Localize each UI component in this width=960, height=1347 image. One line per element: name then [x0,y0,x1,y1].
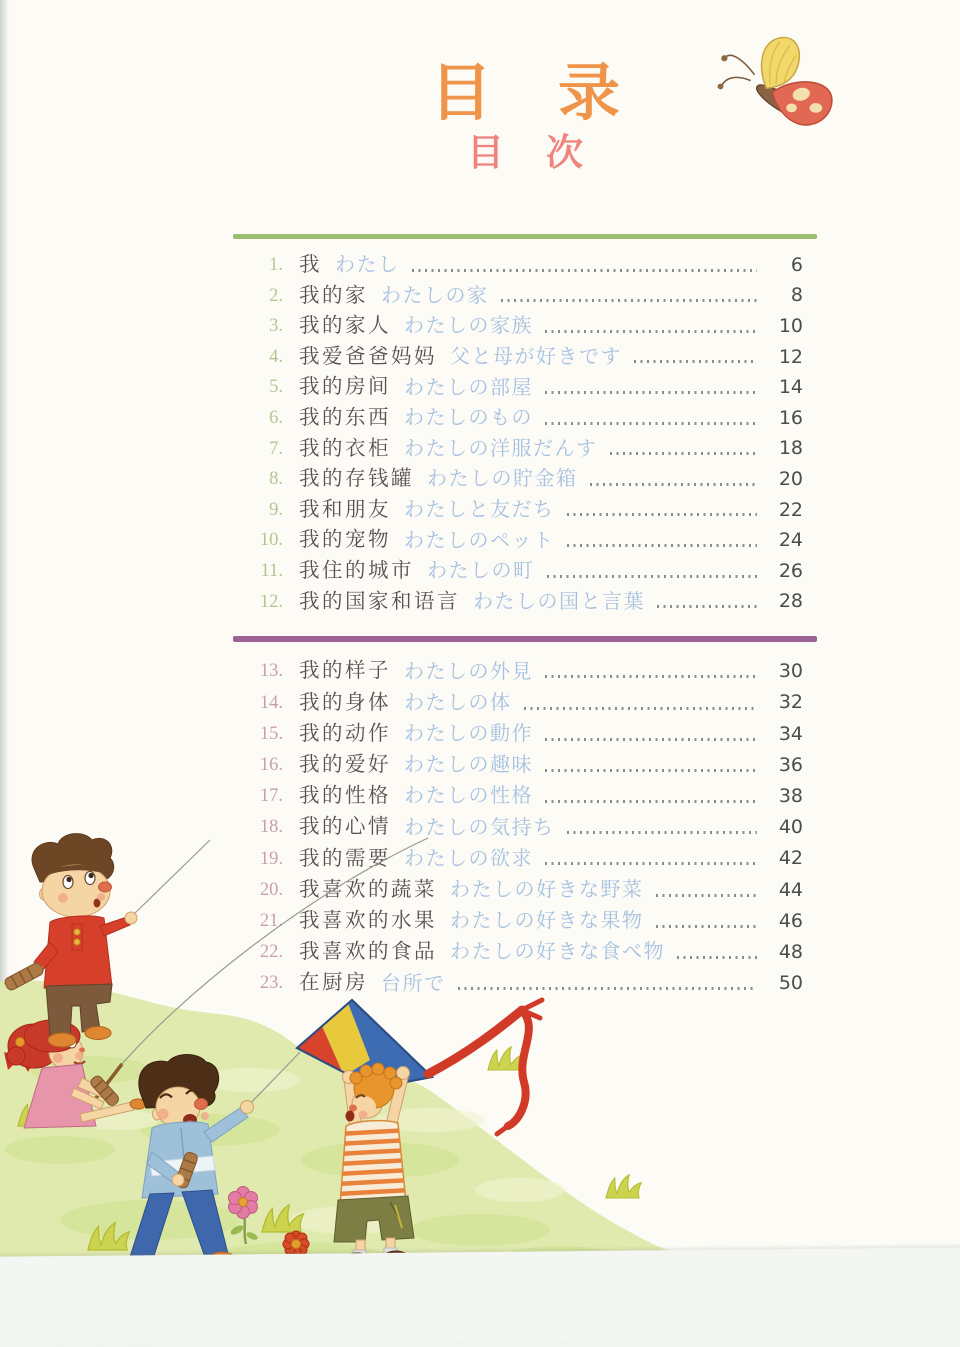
toc-item-title-chinese: 我的性格 [299,785,391,808]
section-rule-green [233,234,817,239]
toc-item-number: 4. [269,346,283,367]
page-subtitle-char: 次 [546,131,583,174]
toc-row [233,342,817,373]
toc-item-title-japanese: わたしの性格 [404,785,533,808]
toc-item-page-number: 16 [778,406,803,429]
dot-leader [545,800,757,803]
toc-row [233,525,817,556]
toc-item-title-chinese: 我喜欢的食品 [299,941,437,964]
toc-item-title-japanese: わたしの洋服だんす [404,437,598,460]
toc-item-page-number: 48 [778,940,803,963]
toc-item-title-japanese: わたし [335,254,400,277]
dot-leader [545,330,757,333]
toc-item-title-japanese: 父と母が好きです [450,346,622,369]
toc-item-title-japanese: 台所で [381,972,446,995]
toc-item-title-chinese: 我的国家和语言 [299,590,460,613]
toc-item-page-number: 20 [778,467,803,490]
toc-item-title-chinese: 我的身体 [299,691,391,714]
toc-item-page-number: 44 [778,878,803,901]
toc-item-title-japanese: わたしの貯金箱 [427,468,578,491]
toc-item-title-chinese: 我的东西 [299,407,391,430]
toc-item-title-chinese: 我的爱好 [299,754,391,777]
toc-row [233,587,817,618]
dot-leader [545,391,757,394]
toc-row [233,464,817,495]
toc-item-page-number: 26 [778,559,803,582]
dot-leader [657,605,757,608]
toc-row [233,372,817,403]
toc-item-page-number: 38 [778,784,803,807]
toc-row [233,495,817,526]
toc-row [233,750,817,781]
toc-item-page-number: 24 [778,529,803,552]
toc-item-title-chinese: 我住的城市 [299,559,414,582]
toc-item-page-number: 22 [778,498,803,521]
toc-item-title-chinese: 我的心情 [299,816,391,839]
toc-item-number: 5. [269,377,283,398]
toc-item-page-number: 8 [790,284,803,307]
dot-leader [545,769,757,772]
toc-item-number: 22. [259,942,283,963]
toc-item-number: 6. [269,408,283,429]
toc-item-number: 21. [259,910,283,931]
toc-item-number: 15. [259,723,283,744]
toc-item-number: 13. [259,661,283,682]
toc-item-number: 17. [259,786,283,807]
dot-leader [412,269,758,272]
toc-item-title-chinese: 我喜欢的水果 [299,909,437,932]
toc-item-page-number: 6 [790,253,803,276]
toc-item-number: 14. [259,692,283,713]
butterfly-icon [702,30,848,142]
toc-item-number: 9. [269,499,283,520]
toc-item-title-chinese: 我 [299,254,322,277]
toc-item-title-chinese: 我和朋友 [299,498,391,521]
dot-leader [590,483,758,486]
toc-item-page-number: 46 [778,909,803,932]
toc-item-title-chinese: 我的样子 [299,660,391,683]
toc-item-title-japanese: わたしの体 [404,691,512,714]
toc-item-page-number: 42 [778,847,803,870]
toc-item-page-number: 32 [778,691,803,714]
toc-item-title-japanese: わたしの町 [427,560,535,583]
toc-item-title-japanese: わたしの家族 [404,315,533,338]
toc-item-number: 20. [259,879,283,900]
dot-leader [545,422,757,425]
toc-row [233,687,817,718]
toc-item-title-japanese: わたしの気持ち [404,816,555,839]
toc-item-page-number: 10 [778,314,803,337]
toc-item-page-number: 30 [778,660,803,683]
toc-item-number: 18. [259,817,283,838]
toc-item-page-number: 28 [778,590,803,613]
toc-row [233,250,817,281]
page-title-char: 录 [558,56,621,129]
toc-item-title-japanese: わたしのペット [404,529,555,552]
dot-leader [634,360,757,363]
section-rule-purple [233,636,817,642]
dot-leader [610,452,758,455]
toc-item-page-number: 12 [778,345,803,368]
toc-item-title-chinese: 我的衣柜 [299,437,391,460]
toc-item-title-chinese: 在厨房 [299,972,368,995]
toc-item-number: 7. [269,438,283,459]
dot-leader [545,675,757,678]
toc-item-title-japanese: わたしと友だち [404,499,555,522]
toc-item-page-number: 18 [778,437,803,460]
toc-item-number: 23. [259,973,283,994]
toc-item-page-number: 36 [778,753,803,776]
toc-row [233,281,817,312]
toc-item-title-japanese: わたしの好きな野菜 [450,879,644,902]
toc-row [233,781,817,812]
toc-item-title-chinese: 我喜欢的蔬菜 [299,878,437,901]
scan-bottom-edge [0,1247,960,1347]
toc-item-title-chinese: 我的需要 [299,847,391,870]
toc-row [233,719,817,750]
page-subtitle-char: 目 [467,131,504,174]
page-title-char: 目 [429,56,492,129]
toc-item-title-japanese: わたしの動作 [404,723,533,746]
toc-row [233,656,817,687]
toc-item-title-japanese: わたしのもの [404,407,533,430]
toc-item-title-japanese: わたしの部屋 [404,376,533,399]
toc-item-number: 2. [269,285,283,306]
toc-item-title-chinese: 我的房间 [299,376,391,399]
toc-row [233,434,817,465]
dot-leader [547,575,758,578]
toc-item-number: 1. [269,255,283,276]
toc-item-title-japanese: わたしの趣味 [404,754,533,777]
toc-item-title-japanese: わたしの国と言葉 [473,590,645,613]
toc-item-title-chinese: 我爱爸爸妈妈 [299,345,437,368]
toc-item-title-japanese: わたしの家 [381,284,489,307]
toc-item-title-chinese: 我的存钱罐 [299,468,414,491]
toc-row [233,403,817,434]
toc-item-title-japanese: わたしの外見 [404,660,533,683]
toc-row [233,311,817,342]
toc-item-title-chinese: 我的动作 [299,722,391,745]
toc-section-1 [233,250,817,617]
toc-item-number: 12. [259,591,283,612]
toc-item-title-japanese: わたしの好きな果物 [450,910,644,933]
toc-item-page-number: 50 [778,972,803,995]
toc-item-number: 10. [259,530,283,551]
dot-leader [501,299,758,302]
toc-item-title-japanese: わたしの好きな食べ物 [450,941,665,964]
kids-kite-illustration [0,830,700,1307]
toc-item-number: 16. [259,755,283,776]
toc-item-number: 8. [269,469,283,490]
toc-item-page-number: 14 [778,376,803,399]
dot-leader [567,513,758,516]
toc-item-page-number: 40 [778,816,803,839]
toc-item-title-chinese: 我的宠物 [299,529,391,552]
toc-item-page-number: 34 [778,722,803,745]
toc-item-title-chinese: 我的家 [299,284,368,307]
toc-item-title-chinese: 我的家人 [299,315,391,338]
toc-item-number: 3. [269,316,283,337]
dot-leader [567,544,758,547]
toc-row [233,556,817,587]
toc-item-number: 19. [259,848,283,869]
toc-item-title-japanese: わたしの欲求 [404,847,533,870]
dot-leader [524,707,758,710]
dot-leader [545,738,757,741]
toc-item-number: 11. [260,560,283,581]
